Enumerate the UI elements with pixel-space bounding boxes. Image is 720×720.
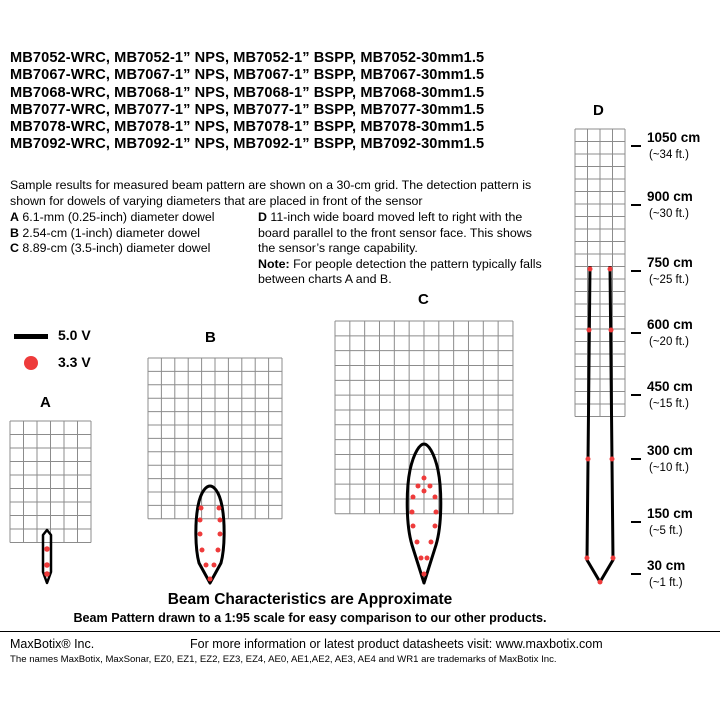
target-c: C 8.89-cm (3.5-inch) diameter dowel xyxy=(10,241,211,255)
divider xyxy=(0,631,720,632)
description: Sample results for measured beam pattern are shown on a 30-cm grid. The detection pattern is shown for dowels of varying diameters that are placed in front of the sensor xyxy=(10,178,532,208)
scale-sublabel: (~15 ft.) xyxy=(649,398,689,410)
scale-label: 1050 cm xyxy=(647,130,701,145)
scale-label: 900 cm xyxy=(647,189,693,204)
scale-sublabel: (~10 ft.) xyxy=(649,462,689,474)
target-b: B 2.54-cm (1-inch) diameter dowel xyxy=(10,225,201,240)
chart-label-d: D xyxy=(593,102,604,119)
scale-label: 150 cm xyxy=(647,506,693,521)
chart-label-c: C xyxy=(418,291,429,308)
scale-label: 450 cm xyxy=(647,379,693,394)
scale-label: 300 cm xyxy=(647,443,693,458)
footer-title: Beam Characteristics are Approximate xyxy=(167,591,453,608)
model-line: MB7092-WRC, MB7092-1” NPS, MB7092-1” BSPP, MB7092-30mm1.5 xyxy=(10,136,485,153)
trademark-notice: The names MaxBotix, MaxSonar, EZ0, EZ1, EZ2, EZ3, EZ4, AE0, AE1,AE2, AE3, AE4 and WR1 are trademarks of MaxBotix Inc. xyxy=(10,654,557,665)
pattern-a xyxy=(43,530,51,583)
footer-subtitle: Beam Pattern drawn to a 1:95 scale for easy comparison to our other products. xyxy=(73,611,547,625)
legend-label: 5.0 V xyxy=(58,327,91,343)
scale-sublabel: (~25 ft.) xyxy=(649,274,689,286)
grid-c xyxy=(335,321,513,514)
model-line: MB7078-WRC, MB7078-1” NPS, MB7078-1” BSPP, MB7078-30mm1.5 xyxy=(10,119,485,136)
legend-label: 3.3 V xyxy=(58,354,91,370)
pattern-b xyxy=(196,486,224,583)
grid-b xyxy=(148,358,282,519)
model-line: MB7067-WRC, MB7067-1” NPS, MB7067-1” BSPP, MB7067-30mm1.5 xyxy=(10,67,485,84)
scale-label: 600 cm xyxy=(647,317,693,332)
grid-a xyxy=(10,421,91,543)
scale-sublabel: (~20 ft.) xyxy=(649,336,689,348)
scale-sublabel: (~1 ft.) xyxy=(649,577,683,589)
model-line: MB7052-WRC, MB7052-1” NPS, MB7052-1” BSPP, MB7052-30mm1.5 xyxy=(10,50,485,66)
scale-sublabel: (~30 ft.) xyxy=(649,208,689,220)
scale-sublabel: (~34 ft.) xyxy=(649,149,689,161)
chart-label-b: B xyxy=(205,329,216,346)
scale-label: 30 cm xyxy=(647,558,686,573)
model-line: MB7077-WRC, MB7077-1” NPS, MB7077-1” BSPP, MB7077-30mm1.5 xyxy=(10,101,485,118)
scale-sublabel: (~5 ft.) xyxy=(649,525,683,537)
chart-label-a: A xyxy=(40,394,51,411)
note: Note: For people detection the pattern typically falls between charts A and B. xyxy=(258,256,542,286)
grid-d xyxy=(575,129,625,417)
target-a: A 6.1-mm (0.25-inch) diameter dowel xyxy=(10,210,215,224)
target-d: D 11-inch wide board moved left to right with the board parallel to the front sensor face. This shows the sensor’s range capability. xyxy=(258,210,532,255)
scale-label: 750 cm xyxy=(647,255,693,270)
more-info-link[interactable]: For more information or latest product datasheets visit: www.maxbotix.com xyxy=(190,637,603,651)
model-line: MB7068-WRC, MB7068-1” NPS, MB7068-1” BSPP, MB7068-30mm1.5 xyxy=(10,84,485,101)
company-name: MaxBotix® Inc. xyxy=(10,637,95,651)
